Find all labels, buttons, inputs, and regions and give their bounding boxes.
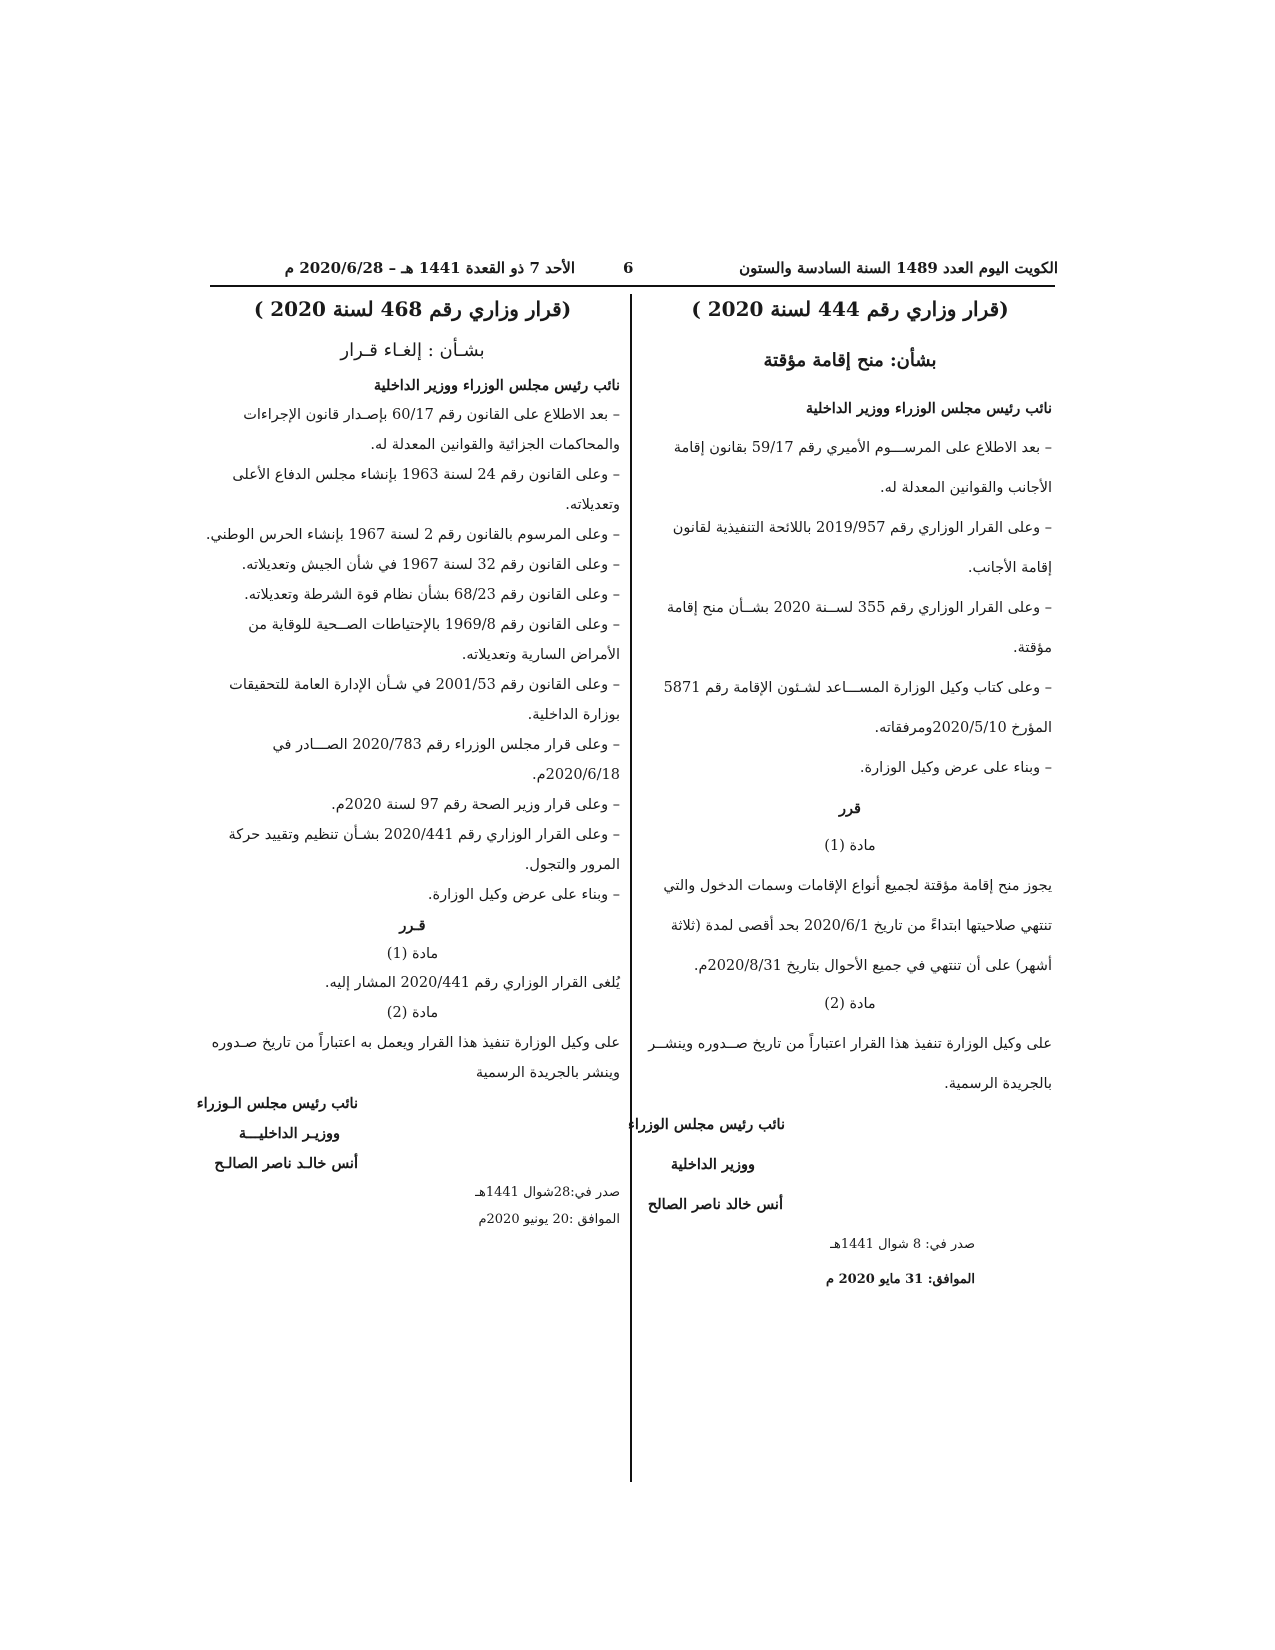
decision-444-authority: نائب رئيس مجلس الوزراء ووزير الداخلية xyxy=(805,400,1052,417)
decision-468-line: – وعلى القانون رقم 24 لسنة 1963 بإنشاء مجلس الدفاع الأعلى xyxy=(232,467,620,483)
decision-444-line: إقامة الأجانب. xyxy=(967,560,1052,576)
decision-468-article-2-line: على وكيل الوزارة تنفيذ هذا القرار ويعمل به اعتباراً من تاريخ صـدوره xyxy=(211,1035,620,1051)
decision-444-line: – وعلى القرار الوزاري رقم 355 لســنة 2020 بشــأن منح إقامة xyxy=(666,600,1052,616)
decision-468-line: – وبناء على عرض وكيل الوزارة. xyxy=(427,887,620,903)
decision-444-article-1-line: أشهر) على أن تنتهي في جميع الأحوال بتاريخ 2020/8/31م. xyxy=(693,958,1052,974)
decision-468-article-2: مادة (2) xyxy=(386,1005,439,1021)
decision-444-decided: قرر xyxy=(839,800,861,817)
decision-468-line: – وعلى قرار وزير الصحة رقم 97 لسنة 2020م. xyxy=(331,797,620,813)
decision-468-authority: نائب رئيس مجلس الوزراء ووزير الداخلية xyxy=(373,377,620,394)
decision-468-line: – وعلى القانون رقم 2001/53 في شـأن الإدارة العامة للتحقيقات xyxy=(229,677,620,693)
decision-444-article-1-line: تنتهي صلاحيتها ابتداءً من تاريخ 2020/6/1 بحد أقصى لمدة (ثلاثة xyxy=(670,918,1052,934)
decision-468-line: الأمراض السارية وتعديلاته. xyxy=(461,647,620,663)
decision-444-subject: بشأن: منح إقامة مؤقتة xyxy=(763,350,937,371)
decision-444-article-1-line: يجوز منح إقامة مؤقتة لجميع أنواع الإقامات وسمات الدخول والتي xyxy=(663,878,1052,894)
decision-468-line: المرور والتجول. xyxy=(524,857,620,873)
decision-444-article-2-line: على وكيل الوزارة تنفيذ هذا القرار اعتباراً من تاريخ صــدوره وينشــر xyxy=(648,1036,1052,1052)
decision-444-title: (قرار وزاري رقم 444 لسنة 2020 ) xyxy=(691,297,1009,321)
decision-444-line: – وعلى القرار الوزاري رقم 2019/957 باللائحة التنفيذية لقانون xyxy=(672,520,1052,536)
decision-468-signature-title: نائب رئيس مجلس الـوزراء xyxy=(196,1095,358,1112)
decision-468-article-1: مادة (1) xyxy=(386,946,439,962)
decision-468-article-2-line: وينشر بالجريدة الرسمية xyxy=(475,1065,620,1081)
decision-444-corresponding-date: الموافق: 31 مايو 2020 م xyxy=(826,1272,975,1287)
decision-444-line: – وعلى كتاب وكيل الوزارة المســـاعد لشـئون الإقامة رقم 5871 xyxy=(663,680,1052,696)
decision-468-article-1-line: يُلغى القرار الوزاري رقم 2020/441 المشار إليه. xyxy=(324,975,620,991)
decision-444-signature-title: نائب رئيس مجلس الوزراء xyxy=(628,1116,785,1133)
decision-468-decided: قـرر xyxy=(399,917,426,934)
column-divider xyxy=(630,294,632,1482)
header-issue-info: الكويت اليوم العدد 1489 السنة السادسة والستون xyxy=(739,259,1058,277)
decision-468-line: – بعد الاطلاع على القانون رقم 60/17 بإصـدار قانون الإجراءات xyxy=(243,407,620,423)
decision-468-line: والمحاكمات الجزائية والقوانين المعدلة له. xyxy=(370,437,620,453)
decision-468-subject: بشـأن : إلغـاء قـرار xyxy=(340,340,485,361)
decision-468-line: – وعلى القانون رقم 1969/8 بالإحتياطات الصــحية للوقاية من xyxy=(248,617,620,633)
decision-444-article-1: مادة (1) xyxy=(824,838,876,854)
decision-468-signature-ministry: ووزيـر الداخليـــة xyxy=(238,1125,340,1142)
decision-444-line: مؤقتة. xyxy=(1013,640,1052,656)
decision-444-issued-date: صدر في: 8 شوال 1441هـ xyxy=(830,1237,975,1252)
decision-468-line: – وعلى قرار مجلس الوزراء رقم 2020/783 الصـــادر في xyxy=(272,737,620,753)
header-rule xyxy=(210,285,1055,287)
decision-444-article-2: مادة (2) xyxy=(824,996,876,1012)
decision-468-line: 2020/6/18م. xyxy=(532,767,620,783)
decision-468-title: (قرار وزاري رقم 468 لسنة 2020 ) xyxy=(253,297,572,321)
decision-444-signature-name: أنس خالد ناصر الصالح xyxy=(647,1196,783,1213)
header-date: الأحد 7 ذو القعدة 1441 هـ – 2020/6/28 م xyxy=(284,259,575,277)
decision-468-line: – وعلى المرسوم بالقانون رقم 2 لسنة 1967 بإنشاء الحرس الوطني. xyxy=(205,527,620,543)
decision-468-line: وتعديلاته. xyxy=(565,497,620,513)
decision-444-line: الأجانب والقوانين المعدلة له. xyxy=(880,480,1052,496)
decision-468-corresponding-date: الموافق :20 يونيو 2020م xyxy=(478,1212,620,1227)
page-number: 6 xyxy=(623,259,634,277)
decision-468-line: – وعلى القرار الوزاري رقم 2020/441 بشـأن تنظيم وتقييد حركة xyxy=(228,827,620,843)
decision-468-signature-name: أنس خالـد ناصر الصالـح xyxy=(214,1155,358,1172)
decision-468-line: – وعلى القانون رقم 32 لسنة 1967 في شأن الجيش وتعديلاته. xyxy=(241,557,620,573)
decision-444-line: المؤرخ 2020/5/10ومرفقاته. xyxy=(874,720,1052,736)
decision-468-line: – وعلى القانون رقم 68/23 بشأن نظام قوة الشرطة وتعديلاته. xyxy=(244,587,620,603)
decision-468-line: بوزارة الداخلية. xyxy=(527,707,620,723)
decision-444-line: – وبناء على عرض وكيل الوزارة. xyxy=(859,760,1052,776)
decision-468-issued-date: صدر في:28شوال 1441هـ xyxy=(475,1185,620,1200)
decision-444-article-2-line: بالجريدة الرسمية. xyxy=(944,1076,1052,1092)
decision-444-line: – بعد الاطلاع على المرســـوم الأميري رقم 59/17 بقانون إقامة xyxy=(673,440,1052,456)
decision-444-signature-ministry: ووزير الداخلية xyxy=(670,1156,755,1173)
